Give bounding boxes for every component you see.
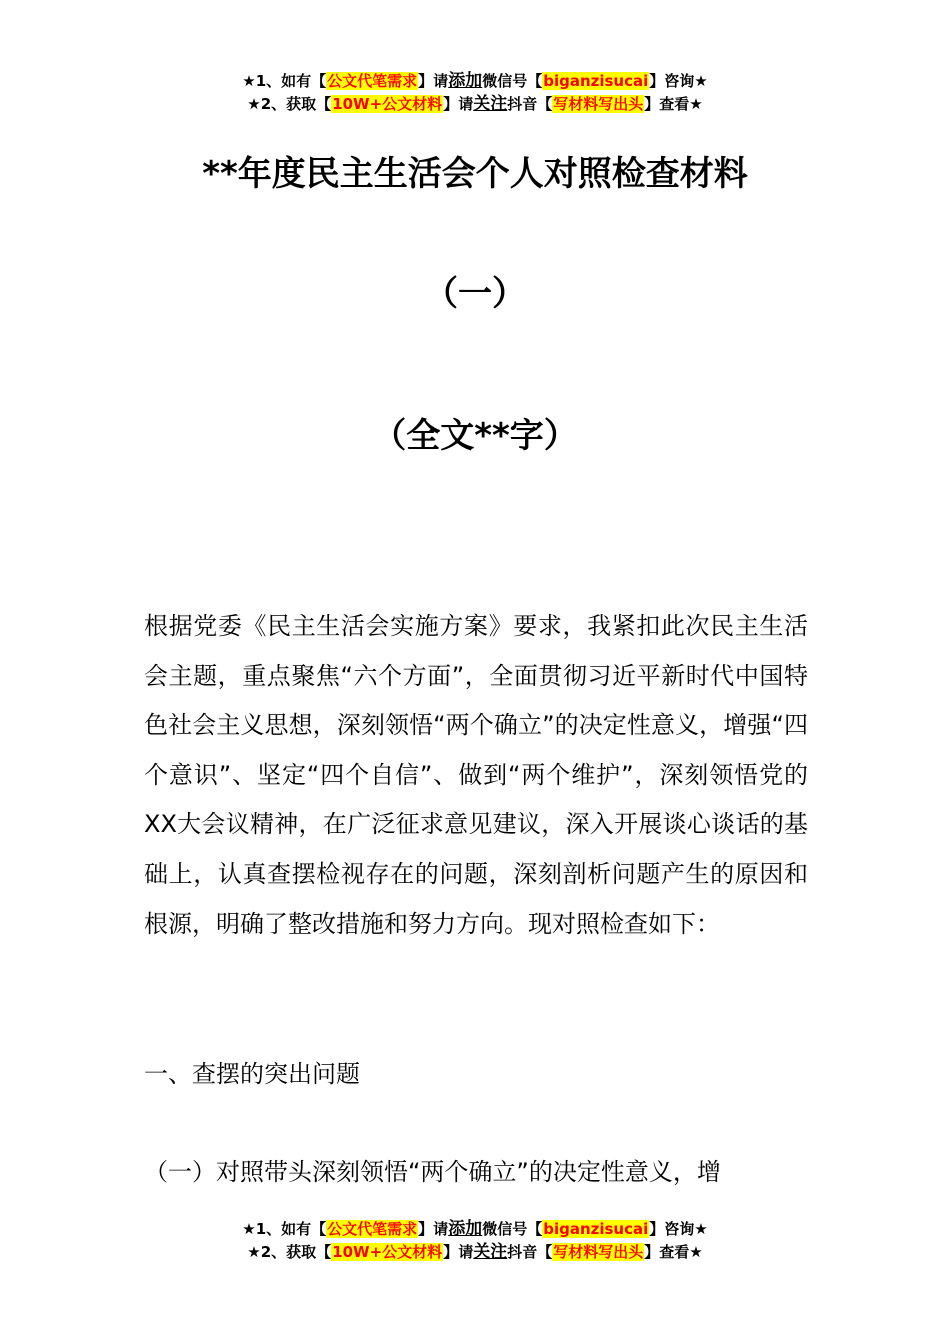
notice-highlight: biganzisucai: [543, 72, 649, 90]
notice-line-1: [0, 70, 950, 93]
notice-text: 微信号【: [482, 72, 543, 90]
notice-text: ★2、获取【: [247, 95, 332, 113]
notice-emphasis: 关注: [473, 1242, 508, 1262]
notice-text: 】查看★: [644, 1243, 703, 1261]
document-subtitle: （一）: [424, 274, 526, 314]
notice-emphasis: 关注: [473, 94, 508, 114]
top-notice: [0, 70, 950, 116]
notice-text: ★1、如有【: [242, 1220, 327, 1238]
intro-paragraph: 根据党委《民主生活会实施方案》要求，我紧扣此次民主生活会主题，重点聚焦“六个方面”，全面贯彻习近平新时代中国特色社会主义思想，深刻领悟“两个确立”的决定性意义，增强“四个意识”、坚定“四个自信”、做到“两个维护”，深刻领悟党的XX大会议精神，在广泛征求意见建议，深入开展谈心谈话的基础上，认真查摆检视存在的问题，深刻剖析问题产生的原因和根源，明确了整改措施和努力方向。现对照检查如下：: [144, 612, 808, 938]
notice-text: 】查看★: [644, 95, 703, 113]
word-count: （全文**字）: [372, 416, 578, 456]
notice-line-1: [0, 1218, 950, 1241]
section-heading: 一、查摆的突出问题: [144, 1060, 360, 1088]
notice-highlight: biganzisucai: [543, 1220, 649, 1238]
document-title: **年度民主生活会个人对照检查材料: [202, 154, 748, 194]
notice-highlight: 10W+公文材料: [332, 95, 443, 113]
notice-text: ★1、如有【: [242, 72, 327, 90]
subsection-heading: （一）对照带头深刻领悟“两个确立”的决定性意义，增: [144, 1158, 721, 1186]
notice-text: 微信号【: [482, 1220, 543, 1238]
notice-highlight: 写材料写出头: [553, 95, 644, 113]
notice-emphasis: 添加: [448, 1219, 483, 1239]
notice-text: 】请: [418, 1220, 449, 1238]
notice-highlight: 公文代笔需求: [327, 1220, 418, 1238]
bottom-notice: [0, 1218, 950, 1264]
notice-highlight: 10W+公文材料: [332, 1243, 443, 1261]
notice-text: 抖音【: [507, 1243, 553, 1261]
notice-highlight: 公文代笔需求: [327, 72, 418, 90]
notice-text: 】咨询★: [649, 72, 708, 90]
notice-line-2: [0, 1241, 950, 1264]
notice-text: 】请: [443, 1243, 474, 1261]
notice-text: 抖音【: [507, 95, 553, 113]
notice-highlight: 写材料写出头: [553, 1243, 644, 1261]
notice-text: 】咨询★: [649, 1220, 708, 1238]
notice-line-2: [0, 93, 950, 116]
notice-text: ★2、获取【: [247, 1243, 332, 1261]
notice-emphasis: 添加: [448, 71, 483, 91]
notice-text: 】请: [418, 72, 449, 90]
notice-text: 】请: [443, 95, 474, 113]
